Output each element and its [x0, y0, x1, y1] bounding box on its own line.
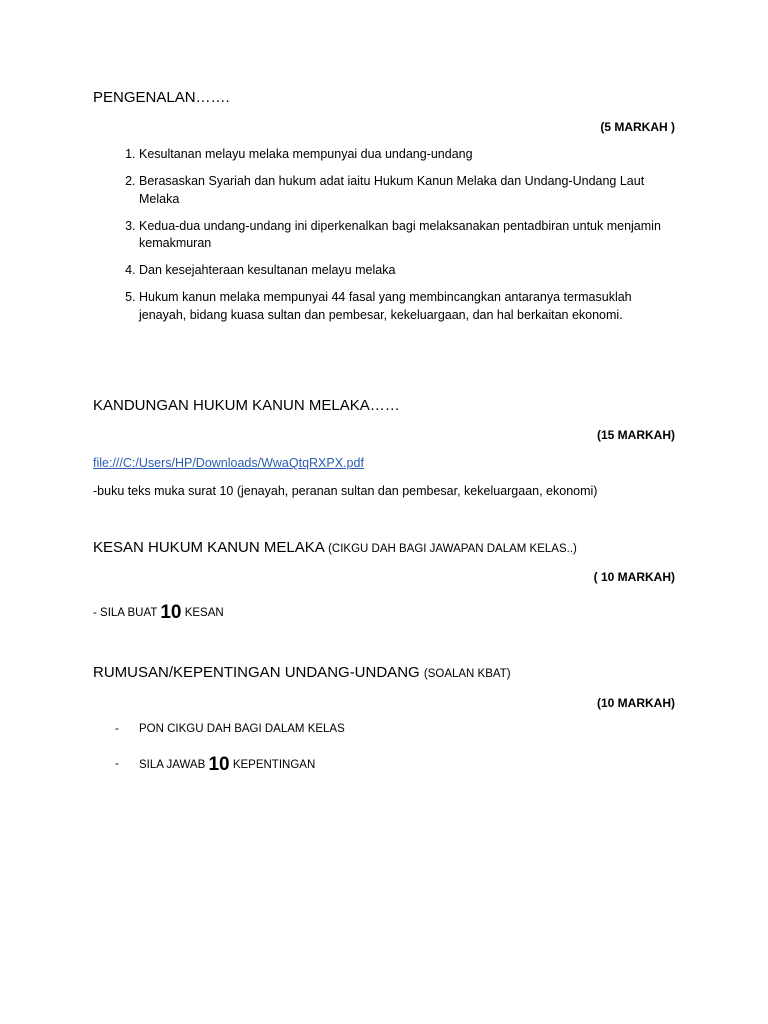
instruction-line	[93, 602, 224, 624]
list-item: 3. Kedua-dua undang-undang ini diperkenalkan bagi melaksanakan pentadbiran untuk menjamin kemakmuran	[139, 218, 675, 253]
list-item: 1. Kesultanan melayu melaka mempunyai dua undang-undang	[139, 146, 675, 164]
section-heading-pengenalan: PENGENALAN…….	[93, 89, 230, 106]
marks-label: (15 MARKAH)	[597, 428, 675, 442]
item-suffix: KEPENTINGAN	[232, 759, 316, 771]
dash-bullet: -	[115, 758, 119, 770]
heading-text: RUMUSAN/KEPENTINGAN UNDANG-UNDANG	[93, 664, 420, 681]
section-heading-rumusan	[93, 664, 511, 681]
instruction-prefix: - SILA BUAT	[93, 607, 158, 619]
pdf-file-link[interactable]: file:///C:/Users/HP/Downloads/WwaQtqRXPX.pdf	[93, 456, 364, 470]
item-prefix: SILA JAWAB	[139, 759, 206, 771]
list-item: 5. Hukum kanun melaka mempunyai 44 fasal yang membincangkan antaranya termasuklah jenayah, bidang kuasa sultan dan pembesar, kekeluargaan, dan hal berkaitan ekonomi.	[139, 289, 675, 324]
textbook-note: -buku teks muka surat 10 (jenayah, peranan sultan dan pembesar, kekeluargaan, ekonomi)	[93, 484, 598, 498]
marks-label: (10 MARKAH)	[597, 696, 675, 710]
heading-note: (CIKGU DAH BAGI JAWAPAN DALAM KELAS..)	[328, 543, 577, 555]
section-heading-kandungan: KANDUNGAN HUKUM KANUN MELAKA……	[93, 397, 400, 414]
heading-note: (SOALAN KBAT)	[423, 668, 511, 680]
instruction-suffix: KESAN	[184, 607, 224, 619]
heading-text: KESAN HUKUM KANUN MELAKA	[93, 539, 324, 556]
item-number: 10	[208, 754, 230, 775]
instruction-number: 10	[160, 602, 182, 623]
marks-label: (5 MARKAH )	[600, 120, 675, 134]
numbered-list	[93, 146, 675, 334]
dash-item-text	[139, 754, 315, 776]
dash-bullet: -	[115, 723, 119, 735]
marks-label: ( 10 MARKAH)	[593, 570, 675, 584]
dash-item-text: PON CIKGU DAH BAGI DALAM KELAS	[139, 723, 345, 735]
section-heading-kesan	[93, 539, 577, 556]
list-item: 4. Dan kesejahteraan kesultanan melayu melaka	[139, 262, 675, 280]
list-item: 2. Berasaskan Syariah dan hukum adat iaitu Hukum Kanun Melaka dan Undang-Undang Laut Melaka	[139, 173, 675, 208]
